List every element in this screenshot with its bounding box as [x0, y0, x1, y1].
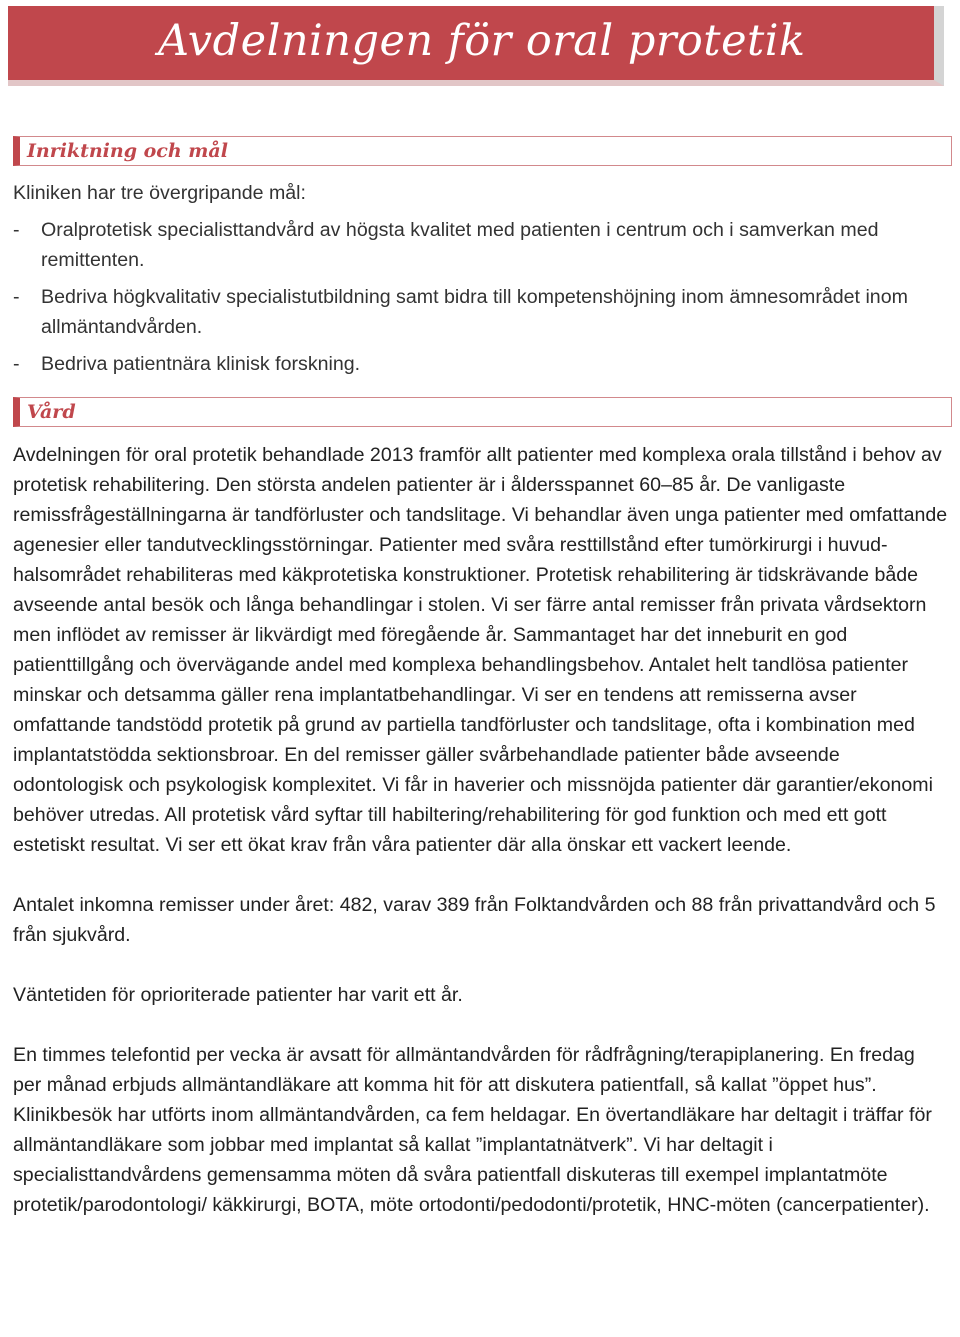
list-item: - Oralprotetisk specialisttandvård av högsta kvalitet med patienten i centrum och i samverkan med remittenten. [13, 215, 948, 275]
goals-intro-text: Kliniken har tre övergripande mål: [13, 182, 306, 204]
list-item: - Bedriva patientnära klinisk forskning. [13, 349, 948, 379]
paragraph: Antalet inkomna remisser under året: 482, varav 389 från Folktandvården och 88 från privattandvård och 5 från sjukvård. [13, 894, 936, 946]
section-heading-care [13, 397, 952, 427]
goal-list [13, 215, 948, 386]
paragraph: En timmes telefontid per vecka är avsatt för allmäntandvården för rådfrågning/terapiplanering. En fredag per månad erbjuds allmäntandläkare att komma hit för att diskutera patientfall, så kallat ”öppet hus”. Klinikbesök har utförts inom allmäntandvården, ca fem heldagar. En övertandläkare har deltagit i träffar för allmäntandläkare som jobbar med implantat så kallat ”implantatnätverk”. Vi har deltagit i specialisttandvårdens gemensamma möten då svåra patientfall diskuteras till exempel implantatmöte protetik/parodontologi/ käkkirurgi, BOTA, möte ortodonti/pedodonti/protetik, HNC-möten (cancerpatienter). [13, 1044, 932, 1216]
page-title: Avdelningen för oral protetik [158, 16, 806, 66]
section-heading-goals [13, 136, 952, 166]
paragraph: Väntetiden för oprioriterade patienter har varit ett år. [13, 984, 463, 1006]
section-heading-goals-label: Inriktning och mål [27, 140, 228, 162]
section-heading-care-label: Vård [27, 401, 76, 423]
list-item: - Bedriva högkvalitativ specialistutbildning samt bidra till kompetenshöjning inom ämnesområdet inom allmäntandvården. [13, 282, 948, 342]
goals-intro [13, 178, 948, 208]
paragraph: Avdelningen för oral protetik behandlade 2013 framför allt patienter med komplexa orala tillstånd i behov av protetisk rehabilitering. Den största andelen patienter är i åldersspannet 60–85 år. De vanligaste remissfrågeställningarna är tandförluster och tandslitage. Vi behandlar även unga patienter med omfattande agenesier eller tandutvecklingsstörningar. Patienter med svåra resttillstånd efter tumörkirurgi i huvud-halsområdet rehabiliteras med käkprotetiska konstruktioner. Protetisk rehabilitering är tidskrävande både avseende antal besök och långa behandlingar i stolen. Vi ser färre antal remisser från privata vårdsektorn men inflödet av remisser är likvärdigt med föregående år. Sammantaget har det inneburit en god patienttillgång och övervägande andel med komplexa behandlingsbehov. Antalet helt tandlösa patienter minskar och detsamma gäller rena implantatbehandlingar. Vi ser en tendens att remisserna avser omfattande tandstödd protetik på grund av partiella tandförluster och tandslitage, ofta i kombination med implantatstödda sektionsbroar. En del remisser gäller svårbehandlade patienter både avseende odontologisk och psykologisk komplexitet. Vi får in haverier och missnöjda patienter där garantier/ekonomi behöver utredas. All protetisk vård syftar till habiltering/rehabilitering för god funktion och med ett gott estetiskt resultat. Vi ser ett ökat krav från våra patienter där alla önskar ett vackert leende. [13, 444, 948, 856]
care-body [13, 440, 948, 1220]
